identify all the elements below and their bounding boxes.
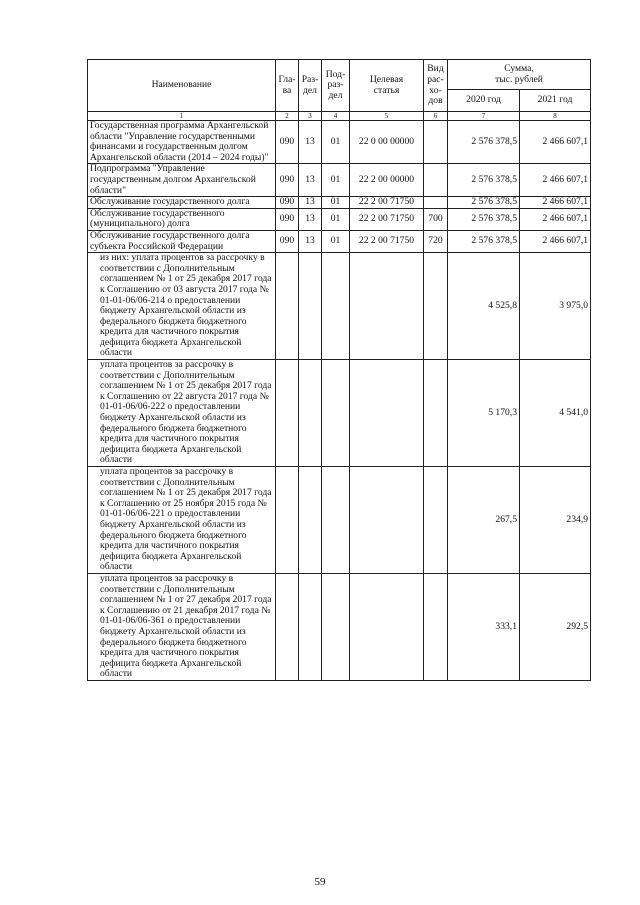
- table-row: [88, 253, 591, 360]
- row-section: 13: [299, 164, 322, 197]
- header-target: [350, 60, 424, 112]
- row-amount-2020: 333,1: [448, 573, 520, 680]
- row-subsection: [322, 360, 350, 467]
- row-subsection: [322, 467, 350, 574]
- row-amount-2020: 2 576 378,5: [448, 230, 520, 252]
- table-row: [88, 121, 591, 164]
- header-exptype: [424, 60, 448, 112]
- row-expense-type: [424, 197, 448, 209]
- row-name: уплата процентов за рассрочку в соответствии с Дополнительным соглашением № 1 от 25 декабря 2017 года к Соглашению от 22 августа 2017 года № 01-01-06/06-222 о предоставлении бюджету Архангельской области из федерального бюджета бюджетного кредита для частичного покрытия дефицита бюджета Архангельской области: [88, 360, 276, 467]
- header-section-text: Раз- дел: [301, 73, 319, 96]
- row-section: 13: [299, 230, 322, 252]
- header-year-2020: 2020 год: [448, 90, 520, 112]
- row-target-article: [350, 360, 424, 467]
- header-chapter-text: Гла- ва: [278, 73, 296, 96]
- row-expense-type: [424, 360, 448, 467]
- row-chapter: [276, 467, 299, 574]
- header-sum: [448, 60, 591, 90]
- row-chapter: 090: [276, 208, 299, 230]
- row-amount-2021: 292,5: [520, 573, 591, 680]
- row-name: из них: уплата процентов за рассрочку в соответствии с Дополнительным соглашением № 1 от 25 декабря 2017 года к Соглашению от 03 августа 2017 года № 01-01-06/06-214 о предоставлении бюджету Архангельской области из федерального бюджета бюджетного кредита для частичного покрытия дефицита бюджета Архангельской области: [88, 253, 276, 360]
- row-name: уплата процентов за рассрочку в соответствии с Дополнительным соглашением № 1 от 27 декабря 2017 года к Соглашению от 21 декабря 2017 года № 01-01-06/06-361 о предоставлении бюджету Архангельской области из федерального бюджета бюджетного кредита для частичного покрытия дефицита бюджета Архангельской области: [88, 573, 276, 680]
- row-subsection: [322, 253, 350, 360]
- row-amount-2021: 2 466 607,1: [520, 121, 591, 164]
- row-name: Подпрограмма "Управление государственным долгом Архангельской области": [88, 164, 276, 197]
- header-subsection: [322, 60, 350, 112]
- row-amount-2020: 2 576 378,5: [448, 208, 520, 230]
- table-row: [88, 230, 591, 252]
- table-row: [88, 164, 591, 197]
- row-expense-type: [424, 164, 448, 197]
- header-chapter: [276, 60, 299, 112]
- row-expense-type: [424, 121, 448, 164]
- row-target-article: [350, 467, 424, 574]
- row-section: [299, 360, 322, 467]
- table-row: [88, 467, 591, 574]
- row-amount-2021: 2 466 607,1: [520, 208, 591, 230]
- row-chapter: 090: [276, 121, 299, 164]
- budget-table: [87, 59, 591, 681]
- table-body: [88, 112, 591, 681]
- column-index: 1: [88, 112, 276, 121]
- row-chapter: [276, 253, 299, 360]
- row-amount-2021: 4 541,0: [520, 360, 591, 467]
- row-chapter: [276, 573, 299, 680]
- column-index: 4: [322, 112, 350, 121]
- row-name: уплата процентов за рассрочку в соответствии с Дополнительным соглашением № 1 от 25 декабря 2017 года к Соглашению от 25 ноября 2015 года № 01-01-06/06-221 о предоставлении бюджету Архангельской области из федерального бюджета бюджетного кредита для частичного покрытия дефицита бюджета Архангельской области: [88, 467, 276, 574]
- row-chapter: 090: [276, 197, 299, 209]
- row-amount-2020: 5 170,3: [448, 360, 520, 467]
- row-expense-type: [424, 573, 448, 680]
- row-target-article: [350, 253, 424, 360]
- row-subsection: 01: [322, 230, 350, 252]
- row-target-article: 22 2 00 71750: [350, 208, 424, 230]
- column-index: 8: [520, 112, 591, 121]
- header-name: Наименование: [88, 60, 276, 112]
- row-chapter: 090: [276, 230, 299, 252]
- row-expense-type: [424, 253, 448, 360]
- table-row: [88, 360, 591, 467]
- row-section: [299, 573, 322, 680]
- row-section: [299, 253, 322, 360]
- table-row: [88, 197, 591, 209]
- column-index: 6: [424, 112, 448, 121]
- row-target-article: 22 0 00 00000: [350, 121, 424, 164]
- row-expense-type: [424, 467, 448, 574]
- row-name: Обслуживание государственного долга субъекта Российской Федерации: [88, 230, 276, 252]
- column-index: 3: [299, 112, 322, 121]
- header-subsection-text: Под- раз- дел: [325, 68, 346, 101]
- row-subsection: [322, 573, 350, 680]
- row-amount-2020: 267,5: [448, 467, 520, 574]
- row-amount-2021: 2 466 607,1: [520, 164, 591, 197]
- header-target-text: Целевая статья: [369, 73, 404, 96]
- row-section: 13: [299, 197, 322, 209]
- table-row: [88, 208, 591, 230]
- row-name: Государственная программа Архангельской области "Управление государственными финансами и государственным долгом Архангельской области (2014 – 2024 годы)": [88, 121, 276, 164]
- column-index: 7: [448, 112, 520, 121]
- row-amount-2020: 2 576 378,5: [448, 197, 520, 209]
- row-amount-2021: 2 466 607,1: [520, 197, 591, 209]
- row-amount-2021: 2 466 607,1: [520, 230, 591, 252]
- row-target-article: 22 2 00 71750: [350, 197, 424, 209]
- row-target-article: 22 2 00 00000: [350, 164, 424, 197]
- row-amount-2020: 4 525,8: [448, 253, 520, 360]
- row-expense-type: 700: [424, 208, 448, 230]
- row-section: 13: [299, 208, 322, 230]
- row-section: 13: [299, 121, 322, 164]
- row-name: Обслуживание государственного долга: [88, 197, 276, 209]
- row-name: Обслуживание государственного (муниципального) долга: [88, 208, 276, 230]
- row-subsection: 01: [322, 164, 350, 197]
- header-sum-text: Сумма, тыс. рублей: [495, 62, 543, 85]
- row-target-article: 22 2 00 71750: [350, 230, 424, 252]
- row-target-article: [350, 573, 424, 680]
- row-amount-2020: 2 576 378,5: [448, 164, 520, 197]
- row-subsection: 01: [322, 121, 350, 164]
- row-amount-2021: 3 975,0: [520, 253, 591, 360]
- row-chapter: [276, 360, 299, 467]
- page-number: 59: [314, 876, 326, 888]
- row-amount-2020: 2 576 378,5: [448, 121, 520, 164]
- row-chapter: 090: [276, 164, 299, 197]
- column-index: 2: [276, 112, 299, 121]
- header-exptype-text: Вид рас- хо- дов: [427, 63, 444, 107]
- header-section: [299, 60, 322, 112]
- row-amount-2021: 234,9: [520, 467, 591, 574]
- row-expense-type: 720: [424, 230, 448, 252]
- row-subsection: 01: [322, 208, 350, 230]
- row-subsection: 01: [322, 197, 350, 209]
- row-section: [299, 467, 322, 574]
- column-index: 5: [350, 112, 424, 121]
- table-row: [88, 573, 591, 680]
- header-year-2021: 2021 год: [520, 90, 591, 112]
